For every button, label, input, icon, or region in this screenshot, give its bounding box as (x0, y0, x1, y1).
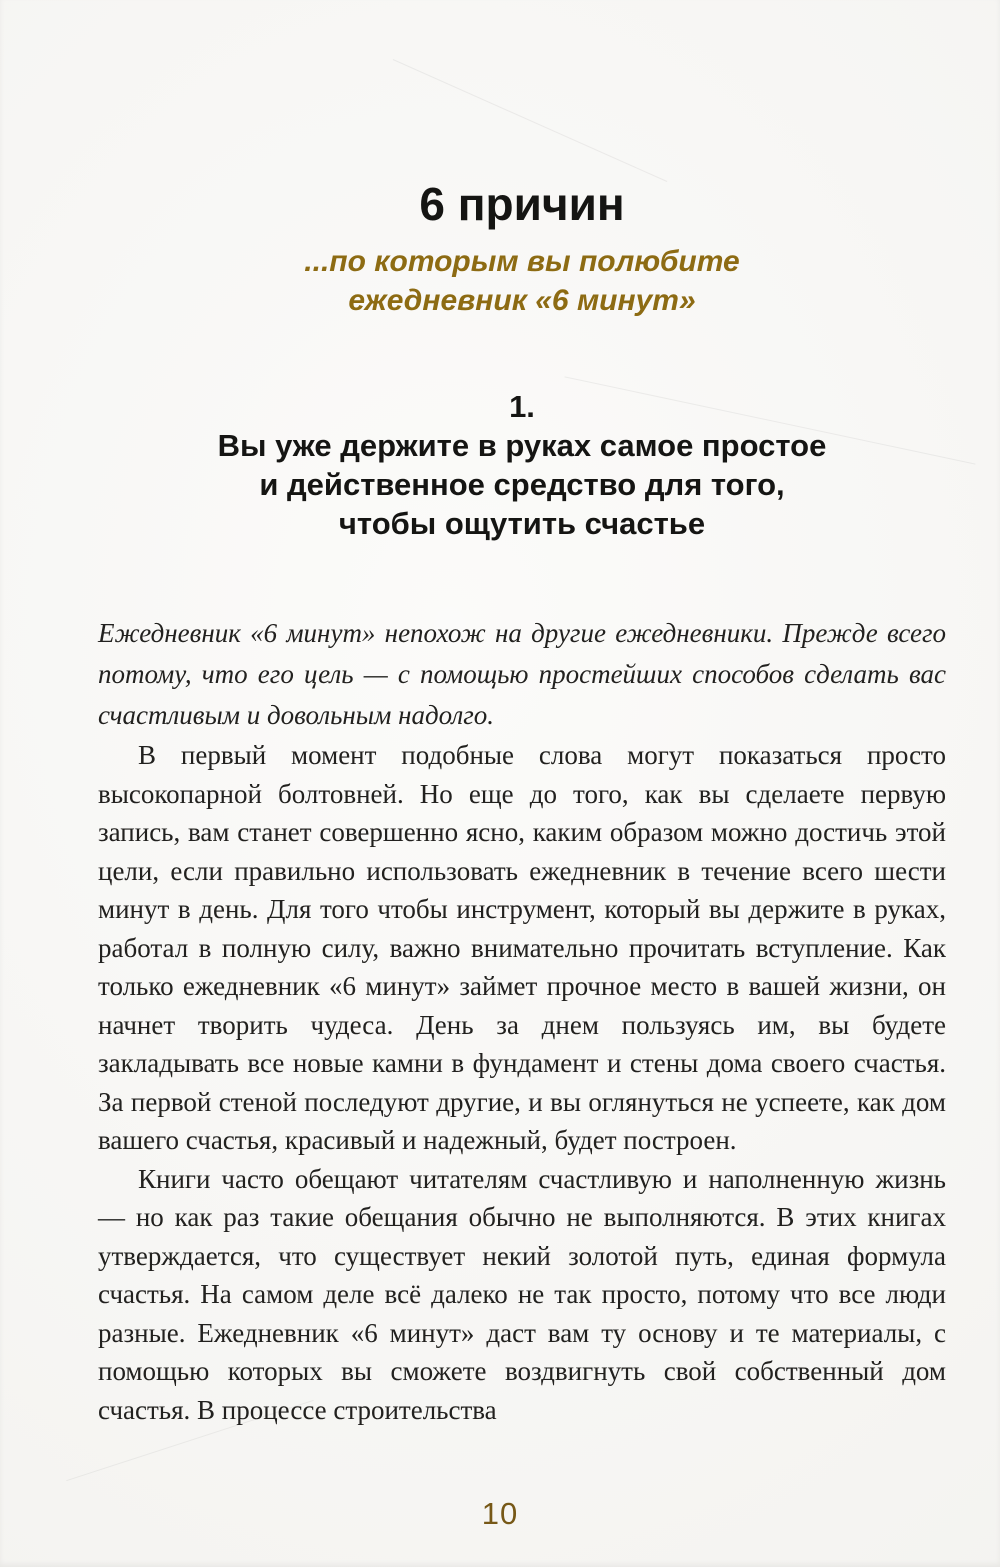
section-heading-line-3: чтобы ощутить счастье (338, 506, 706, 541)
chapter-subtitle-line-1: ...по которым вы полюбите (304, 245, 740, 278)
section-heading-line-1: Вы уже держите в руках самое простое (217, 428, 827, 463)
body-paragraph-1: В первый момент подобные слова могут показаться просто высокопарной болтовней. Но еще до того, как вы сделаете первую запись, вам станет совершенно ясно, каким образом можно достичь этой цели, если правильно использовать ежедневник в течение всего шести минут в день. Для того чтобы инструмент, который вы держите в руках, работал в полную силу, важно внимательно прочитать вступление. Как только ежедневник «6 минут» займет прочное место в вашей жизни, он начнет творить чудеса. День за днем пользуясь им, вы будете закладывать все новые камни в фундамент и стены дома своего счастья. За первой стеной последуют другие, и вы оглянуться не успеете, как дом вашего счастья, красивый и надежный, будет построен. (98, 740, 946, 1155)
text-column (98, 0, 946, 1429)
chapter-title: 6 причин (419, 178, 625, 230)
section-heading (98, 426, 946, 543)
section-number: 1. (509, 389, 535, 424)
body-paragraph-2: Книги часто обещают читателям счастливую и наполненную жизнь — но как раз такие обещания обычно не выполняются. В этих книгах утверждается, что существует некий золотой путь, единая формула счастья. На самом деле всё далеко не так просто, потому что все люди разные. Ежедневник «6 минут» даст вам ту основу и те материалы, с помощью которых вы сможете воздвигнуть свой собственный дом счастья. В процессе строительства (98, 1163, 946, 1425)
chapter-subtitle (98, 242, 946, 320)
page-number: 10 (481, 1496, 519, 1531)
section-heading-line-2: и действенное средство для того, (259, 467, 785, 502)
chapter-subtitle-line-2: ежедневник «6 минут» (348, 284, 696, 317)
lead-paragraph: Ежедневник «6 минут» непохож на другие ежедневники. Прежде всего потому, что его цель — с помощью простейших способов сделать вас счастливым и довольным надолго. (98, 618, 946, 730)
